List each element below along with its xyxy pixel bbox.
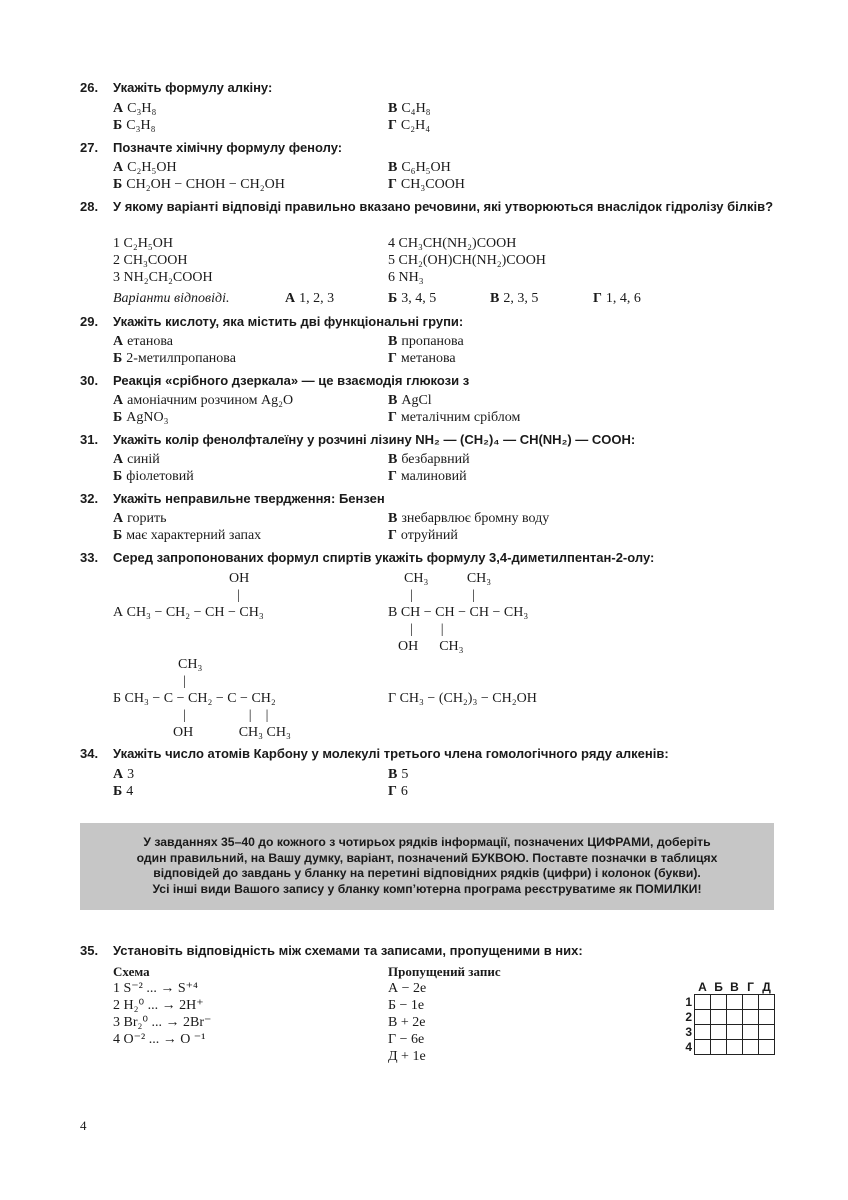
record-v: В + 2e: [388, 1015, 426, 1030]
banner-line-3: відповідей до завдань у бланку на перетині відповідних рядків (цифри) і колонок (букви).: [153, 866, 701, 880]
structure-v-bond: | |: [410, 588, 476, 603]
option-g: Г 6: [388, 784, 408, 799]
grid-cell[interactable]: [759, 1040, 775, 1055]
record-a: А − 2e: [388, 981, 427, 996]
option-v: В 2, 3, 5: [490, 291, 539, 306]
grid-cell[interactable]: [711, 1010, 727, 1025]
option-a: А 1, 2, 3: [285, 291, 335, 306]
option-g: Г метанова: [388, 351, 456, 366]
option-v: В AgCl: [388, 393, 432, 408]
scheme-4: 4 O⁻² ... → O ⁻¹: [113, 1032, 206, 1047]
question-text: Укажіть формулу алкіну:: [113, 80, 273, 95]
banner-line-2: один правильний, на Вашу думку, варіант, позначений БУКВОЮ. Поставте позначки в таблицях: [136, 850, 718, 865]
option-g: Г 1, 4, 6: [593, 291, 641, 306]
option-v: В 5: [388, 767, 409, 782]
grid-row-2: 2: [685, 1010, 692, 1024]
structure-v-bond-bottom: | |: [410, 622, 444, 637]
question-number: 26.: [80, 80, 99, 95]
option-g: Г металічним сріблом: [388, 410, 521, 425]
option-g: Г C₂H₄: [388, 118, 431, 133]
structure-b-bond-bottom: | | |: [183, 708, 269, 723]
record-b: Б − 1e: [388, 998, 425, 1013]
structure-b-bond: |: [183, 674, 186, 689]
page-number: 4: [80, 1118, 87, 1133]
item-3: 3 NH₂CH₂COOH: [113, 270, 213, 285]
variants-label: Варіанти відповіді.: [113, 291, 230, 306]
record-g: Г − 6e: [388, 1032, 425, 1047]
item-2: 2 CH₃COOH: [113, 253, 188, 268]
grid-cell[interactable]: [695, 995, 711, 1010]
option-a: А горить: [113, 511, 167, 526]
option-b: Б 4: [113, 784, 134, 799]
grid-cell[interactable]: [695, 1040, 711, 1055]
grid-cell[interactable]: [695, 1025, 711, 1040]
option-b: Б AgNO₃: [113, 410, 169, 425]
option-b: Б 3, 4, 5: [388, 291, 437, 306]
option-g: Г отруйний: [388, 528, 458, 543]
structure-a-top: OH: [229, 571, 250, 586]
grid-row-1: 1: [685, 995, 692, 1009]
option-v: В безбарвний: [388, 452, 470, 467]
item-4: 4 CH₃CH(NH₂)COOH: [388, 236, 517, 251]
grid-cell[interactable]: [743, 995, 759, 1010]
structure-b-main: Б CH₃ − C − CH₂ − C − CH₂: [113, 691, 276, 706]
grid-cell[interactable]: [711, 1040, 727, 1055]
grid-cell[interactable]: [695, 1010, 711, 1025]
grid-cell[interactable]: [743, 1010, 759, 1025]
option-a: А етанова: [113, 334, 173, 349]
grid-cell[interactable]: [727, 995, 743, 1010]
item-1: 1 C₂H₅OH: [113, 236, 173, 251]
grid-cell[interactable]: [743, 1040, 759, 1055]
scheme-1: 1 S⁻² ... → S⁺⁴: [113, 981, 198, 996]
option-b: Б фіолетовий: [113, 469, 194, 484]
item-5: 5 CH₂(OH)CH(NH₂)COOH: [388, 253, 546, 268]
option-v: В C₄H₈: [388, 101, 431, 116]
option-a: А 3: [113, 767, 135, 782]
grid-cell[interactable]: [711, 995, 727, 1010]
grid-cell[interactable]: [711, 1025, 727, 1040]
grid-col-a: А: [698, 980, 707, 994]
option-v: В знебарвлює бромну воду: [388, 511, 550, 526]
option-b: Б C₃H₈: [113, 118, 156, 133]
option-a: А C₃H₈: [113, 101, 157, 116]
option-g: Г малиновий: [388, 469, 467, 484]
structure-v-top: CH₃ CH₃: [404, 571, 492, 586]
grid-col-v: В: [730, 980, 739, 994]
grid-cell[interactable]: [727, 1040, 743, 1055]
option-a: А синій: [113, 452, 160, 467]
scheme-3: 3 Br₂⁰ ... → 2Br⁻: [113, 1015, 212, 1030]
option-a: А C₂H₅OH: [113, 160, 177, 175]
option-b: Б 2-метилпропанова: [113, 351, 236, 366]
option-g: Г CH₃COOH: [388, 177, 465, 192]
banner-line-1: У завданнях 35–40 до кожного з чотирьох рядків інформації, позначених ЦИФРАМИ, доберіть: [143, 835, 711, 849]
grid-cell[interactable]: [743, 1025, 759, 1040]
grid-cell[interactable]: [759, 1025, 775, 1040]
instructions-banner: [80, 823, 774, 910]
structure-b-bottom: OH CH₃ CH₃: [173, 725, 291, 740]
structure-g-main: Г CH₃ − (CH₂)₃ − CH₂OH: [388, 691, 537, 706]
option-b: Б має характерний запах: [113, 528, 262, 543]
grid-row-4: 4: [685, 1040, 692, 1054]
structure-v-main: В CH − CH − CH − CH₃: [388, 605, 529, 620]
grid-cell[interactable]: [727, 1010, 743, 1025]
grid-cell[interactable]: [727, 1025, 743, 1040]
structure-a-main: А CH₃ − CH₂ − CH − CH₃: [113, 605, 264, 620]
grid-row-3: 3: [685, 1025, 692, 1039]
record-d: Д + 1e: [388, 1049, 426, 1064]
grid-col-b: Б: [714, 980, 723, 994]
banner-line-4: Усі інші види Вашого запису у бланку комп’ютерна програма реєструватиме як ПОМИЛКИ!: [152, 881, 702, 896]
grid-cell[interactable]: [759, 995, 775, 1010]
grid-col-g: Г: [747, 980, 754, 994]
left-column-heading: Схема: [113, 964, 150, 979]
structure-b-top: CH₃: [178, 657, 203, 672]
grid-cell[interactable]: [759, 1010, 775, 1025]
option-a: А амоніачним розчином Ag₂O: [113, 393, 294, 408]
right-column-heading: Пропущений запис: [388, 964, 501, 979]
answer-grid: [678, 980, 775, 1055]
structure-v-bottom: OH CH₃: [398, 639, 464, 654]
option-v: В пропанова: [388, 334, 464, 349]
item-6: 6 NH₃: [388, 270, 424, 285]
structure-a-bond: |: [237, 588, 240, 603]
scheme-2: 2 H₂⁰ ... → 2H⁺: [113, 998, 204, 1013]
exam-page: 26. Укажіть формулу алкіну: А C₃H₈ В C₄H₈ Б C₃H₈ Г C₂H₄ 27. Позначте хімічну формулу фенолу: А C₂H₅OH В C₆H₅OH Б CH₂OH − CHOH − CH₂OH Г CH₃COOH 28. У якому варіанті відповіді правильно вказано речовини, які утворюються внаслідок гідролізу білків? 1 C₂H₅OH 4 CH₃CH(NH₂)COOH 2 CH₃COOH 5 CH₂(OH)CH(NH₂)COOH 3 NH₂CH₂COOH 6 NH₃ Варіанти відповіді. А 1, 2, 3 Б 3, 4, 5 В 2, 3, 5 Г 1, 4, 6 29. Укажіть кислоту, яка містить дві функціональні групи: А етанова В пропанова Б 2-метилпропанова Г метанова 30. Реакція «срібного дзеркала» — це взаємодія глюкози з А амоніачним розчином Ag₂O В AgCl Б AgNO₃ Г металічним сріблом 31. Укажіть колір фенолфталеїну у розчині лізину NH₂ — (CH₂)₄ — CH(NH₂) — COOH: А синій В безбарвний Б фіолетовий Г малиновий 32. Укажіть неправильне твердження: Бензен А горить В знебарвлює бромну воду Б має характерний запах Г отруйний 33. Серед запропонованих формул спиртів укажіть формулу 3,4-диметилпентан-2-олу: OH | А CH₃ − CH₂ − CH − CH₃ CH₃ CH₃ | | В CH − CH − CH − CH₃ | | OH CH₃ CH₃ | Б CH₃ − C − CH₂ − C − CH₂ | | | OH CH₃ CH₃ Г CH₃ − (CH₂)₃ − CH₂OH 34. Укажіть число атомів Карбону у молекулі третього члена гомологічного ряду алкенів: А 3 В 5 Б 4 Г 6 У завданнях 35–40 до кожного з чотирьох рядків інформації, позначених ЦИФРАМИ, доберіть один правильний, на Вашу думку, варіант, позначений БУКВОЮ. Поставте позначки в таблицях відповідей до завдань у бланку на перетині відповідних рядків (цифри) і колонок (букви). Усі інші види Вашого запису у бланку комп’ютерна програма реєструватиме як ПОМИЛКИ! 35. Установіть відповідність між схемами та записами, пропущеними в них: Схема Пропущений запис 1 S⁻² ... → S⁺⁴ 2 H₂⁰ ... → 2H⁺ 3 Br₂⁰ ... → 2Br⁻ 4 O⁻² ... → O ⁻¹ А − 2e Б − 1e В + 2e Г − 6e Д + 1e А Б В Г Д 1 2 3 4 4: [0, 0, 848, 1200]
grid-col-d: Д: [762, 980, 771, 994]
option-v: В C₆H₅OH: [388, 160, 451, 175]
option-b: Б CH₂OH − CHOH − CH₂OH: [113, 177, 285, 192]
